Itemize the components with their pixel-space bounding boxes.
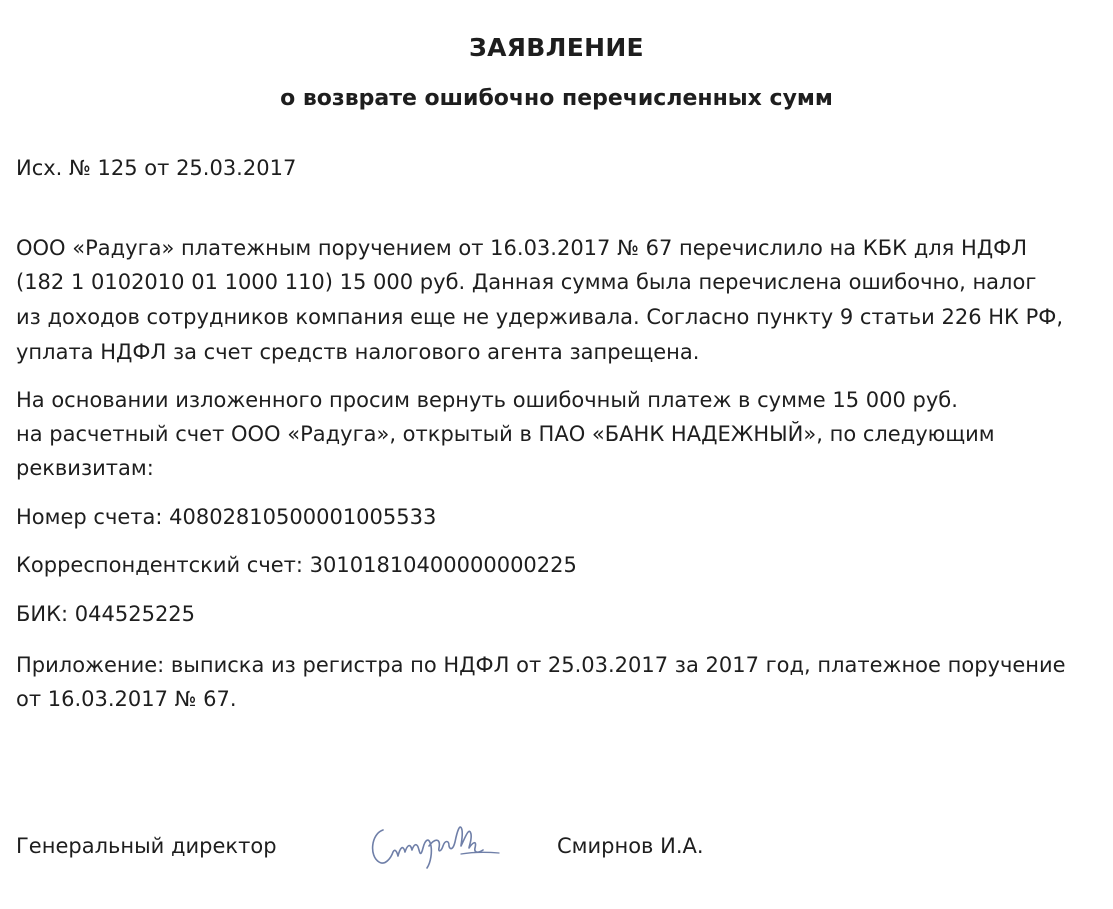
- paragraph1-line1: ООО «Радуга» платежным поручением от 16.03.2017 № 67 перечислило на КБК для НДФЛ: [16, 236, 1028, 260]
- signature-icon: [365, 812, 510, 874]
- paragraph1-line3: из доходов сотрудников компания еще не удерживала. Согласно пункту 9 статьи 226 НК РФ,: [16, 305, 1064, 329]
- document-title: ЗАЯВЛЕНИЕ: [469, 33, 644, 62]
- outgoing-reference: Исх. № 125 от 25.03.2017: [16, 156, 297, 180]
- attachment-line1: Приложение: выписка из регистра по НДФЛ от 25.03.2017 за 2017 год, платежное поручение: [16, 653, 1066, 677]
- paragraph2-line1: На основании изложенного просим вернуть ошибочный платеж в сумме 15 000 руб.: [16, 388, 958, 412]
- paragraph1-line4: уплата НДФЛ за счет средств налогового агента запрещена.: [16, 340, 700, 364]
- signer-name: Смирнов И.А.: [557, 834, 704, 858]
- paragraph2-line3: реквизитам:: [16, 456, 154, 480]
- bik: БИК: 044525225: [16, 602, 196, 626]
- attachment-line2: от 16.03.2017 № 67.: [16, 687, 237, 711]
- document-subtitle: о возврате ошибочно перечисленных сумм: [280, 86, 833, 111]
- correspondent-account: Корреспондентский счет: 30101810400000000225: [16, 553, 577, 577]
- paragraph2-line2: на расчетный счет ООО «Радуга», открытый в ПАО «БАНК НАДЕЖНЫЙ», по следующим: [16, 422, 995, 446]
- paragraph1-line2: (182 1 0102010 01 1000 110) 15 000 руб. Данная сумма была перечислена ошибочно, налог: [16, 270, 1037, 294]
- signer-role: Генеральный директор: [16, 834, 277, 858]
- account-number: Номер счета: 40802810500001005533: [16, 505, 437, 529]
